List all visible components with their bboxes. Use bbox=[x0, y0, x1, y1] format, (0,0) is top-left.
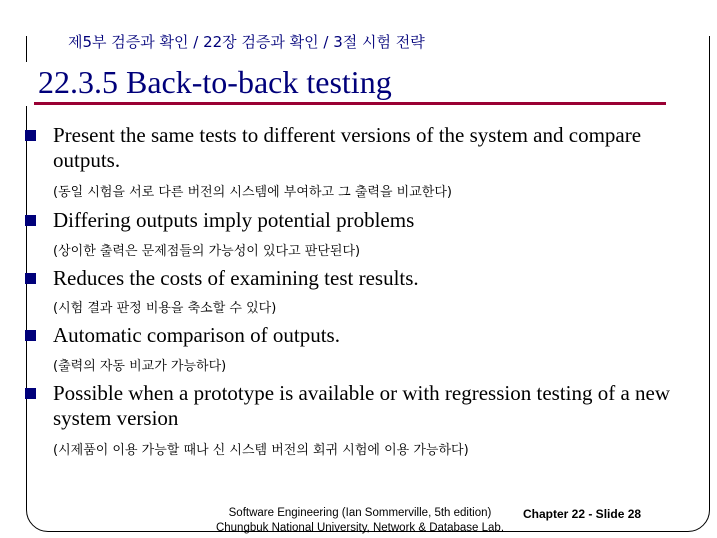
bullet-text: Automatic comparison of outputs. bbox=[53, 323, 340, 347]
bullet-subtext: (동일 시험을 서로 다른 버전의 시스템에 부여하고 그 출력을 비교한다) bbox=[53, 185, 452, 200]
bullet-text: Possible when a prototype is available or with regression testing of a new system version bbox=[53, 381, 671, 430]
bullet-icon bbox=[25, 130, 36, 141]
bullet-text: Present the same tests to different versions of the system and compare outputs. bbox=[53, 123, 642, 172]
bullet-subtext: (출력의 자동 비교가 가능하다) bbox=[53, 359, 227, 374]
bullet-text: Reduces the costs of examining test results. bbox=[53, 266, 419, 290]
breadcrumb: 제5부 검증과 확인 / 22장 검증과 확인 / 3절 시험 전략 bbox=[68, 33, 425, 51]
bullet-icon bbox=[25, 215, 36, 226]
title-underline bbox=[34, 102, 666, 105]
bullet-icon bbox=[25, 273, 36, 284]
slide-title: 22.3.5 Back-to-back testing bbox=[38, 64, 392, 100]
bullet-icon bbox=[25, 330, 36, 341]
bullet-subtext: (시제품이 이용 가능할 때나 신 시스템 버전의 회귀 시험에 이용 가능하다) bbox=[53, 443, 469, 458]
slide-number: Chapter 22 - Slide 28 bbox=[523, 507, 642, 521]
footer-source-line2: Chungbuk National University, Network & Database Lab. bbox=[215, 522, 505, 534]
footer-source-line1: Software Engineering (Ian Sommerville, 5th edition) bbox=[228, 507, 492, 519]
bullet-subtext: (시험 결과 판정 비용을 축소할 수 있다) bbox=[53, 301, 277, 316]
footer-source bbox=[205, 506, 515, 536]
bullet-subtext: (상이한 출력은 문제점들의 가능성이 있다고 판단된다) bbox=[53, 244, 361, 259]
bullet-icon bbox=[25, 388, 36, 399]
bullet-text: Differing outputs imply potential problems bbox=[53, 208, 415, 232]
